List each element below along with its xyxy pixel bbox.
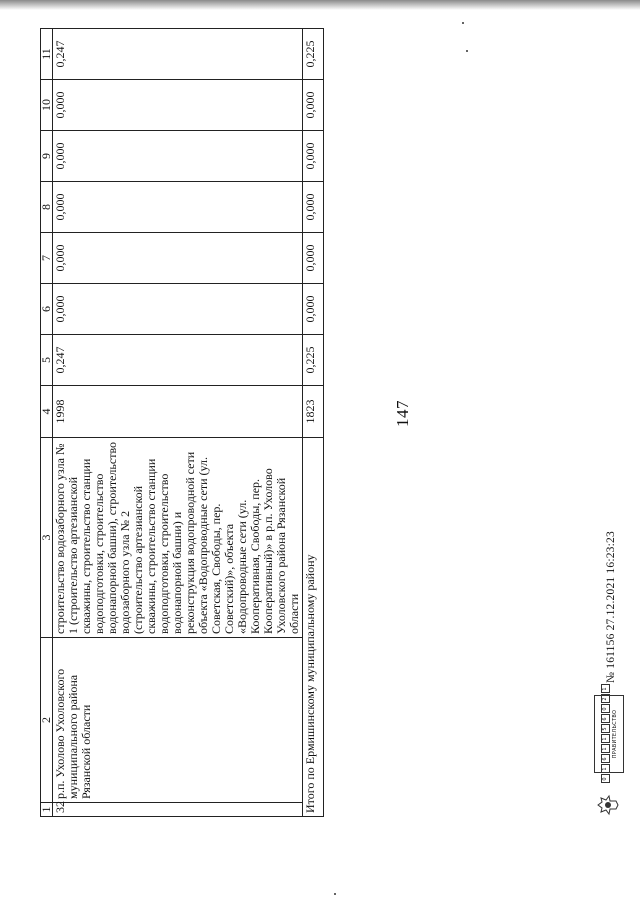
value-cell: 0,000	[53, 182, 303, 233]
value-cell: 0,247	[53, 335, 303, 386]
header-row	[41, 29, 53, 817]
data-table	[40, 28, 324, 817]
column-header: 9	[41, 131, 53, 182]
stamp-digit: 0	[601, 705, 610, 714]
column-header: 4	[41, 386, 53, 438]
stamp-digit: 0	[601, 775, 610, 784]
stamp-digit: 2	[601, 695, 610, 704]
stamp-caption: ПРАВИТЕЛЬСТВО	[611, 709, 618, 759]
stamp-digits	[601, 685, 610, 784]
column-header: 10	[41, 80, 53, 131]
stamp-digit: 1	[601, 745, 610, 754]
total-value-cell: 0,000	[303, 131, 324, 182]
total-row	[303, 29, 324, 817]
registration-stamp	[594, 687, 624, 781]
stamp-digit: 6	[601, 755, 610, 764]
value-cell: 0,000	[53, 233, 303, 284]
table-row	[53, 29, 303, 817]
stamp-digit: 5	[601, 725, 610, 734]
municipality-name: р.п. Ухолово Ухоловского муниципального района Рязанской области	[53, 638, 303, 803]
total-value-cell: 0,225	[303, 29, 324, 80]
column-header: 11	[41, 29, 53, 80]
value-cell: 0,000	[53, 80, 303, 131]
column-header: 2	[41, 638, 53, 803]
column-header: 1	[41, 803, 53, 817]
stamp-digit: 1	[601, 685, 610, 694]
total-value-cell: 0,000	[303, 80, 324, 131]
page-number: 147	[393, 400, 412, 427]
document-id: № 161156 27.12.2021 16:23:23	[605, 531, 617, 683]
coat-of-arms-icon	[596, 793, 620, 817]
column-header: 7	[41, 233, 53, 284]
total-value-cell: 0,000	[303, 182, 324, 233]
value-cell: 0,247	[53, 29, 303, 80]
value-cell: 0,000	[53, 284, 303, 335]
column-header: 5	[41, 335, 53, 386]
stamp-digit: 1	[601, 765, 610, 774]
row-number: 32	[53, 803, 303, 817]
column-header: 3	[41, 438, 53, 638]
stamp-digit: 1	[601, 735, 610, 744]
column-header: 8	[41, 182, 53, 233]
total-label: Итого по Ермишинскому муниципальному району	[303, 438, 324, 817]
total-value-cell: 0,225	[303, 335, 324, 386]
total-value-cell: 0,000	[303, 284, 324, 335]
value-cell: 0,000	[53, 131, 303, 182]
column-header: 6	[41, 284, 53, 335]
total-value-cell: 0,000	[303, 233, 324, 284]
stamp-digit: 6	[601, 715, 610, 724]
object-description: строительство водозаборного узла № 1 (строительство артезианской скважины, строительство станции водоподготовки, строительство водонапорной башни), строительство водозаборного узла № 2 (строительство артезианской скважины, строительство станции водоподготовки, строительство водонапорной башни) и реконструкция водопроводной сети объекта «Водопроводные сети (ул. Советская, Свободы, пер. Советский)», объекта «Водопроводные сети (ул. Кооперативная, Свободы, пер. Кооперативный)» в р.п. Ухолово Ухоловского района Рязанской области	[53, 438, 303, 638]
year-value: 1998	[53, 386, 303, 438]
total-year: 1823	[303, 386, 324, 438]
